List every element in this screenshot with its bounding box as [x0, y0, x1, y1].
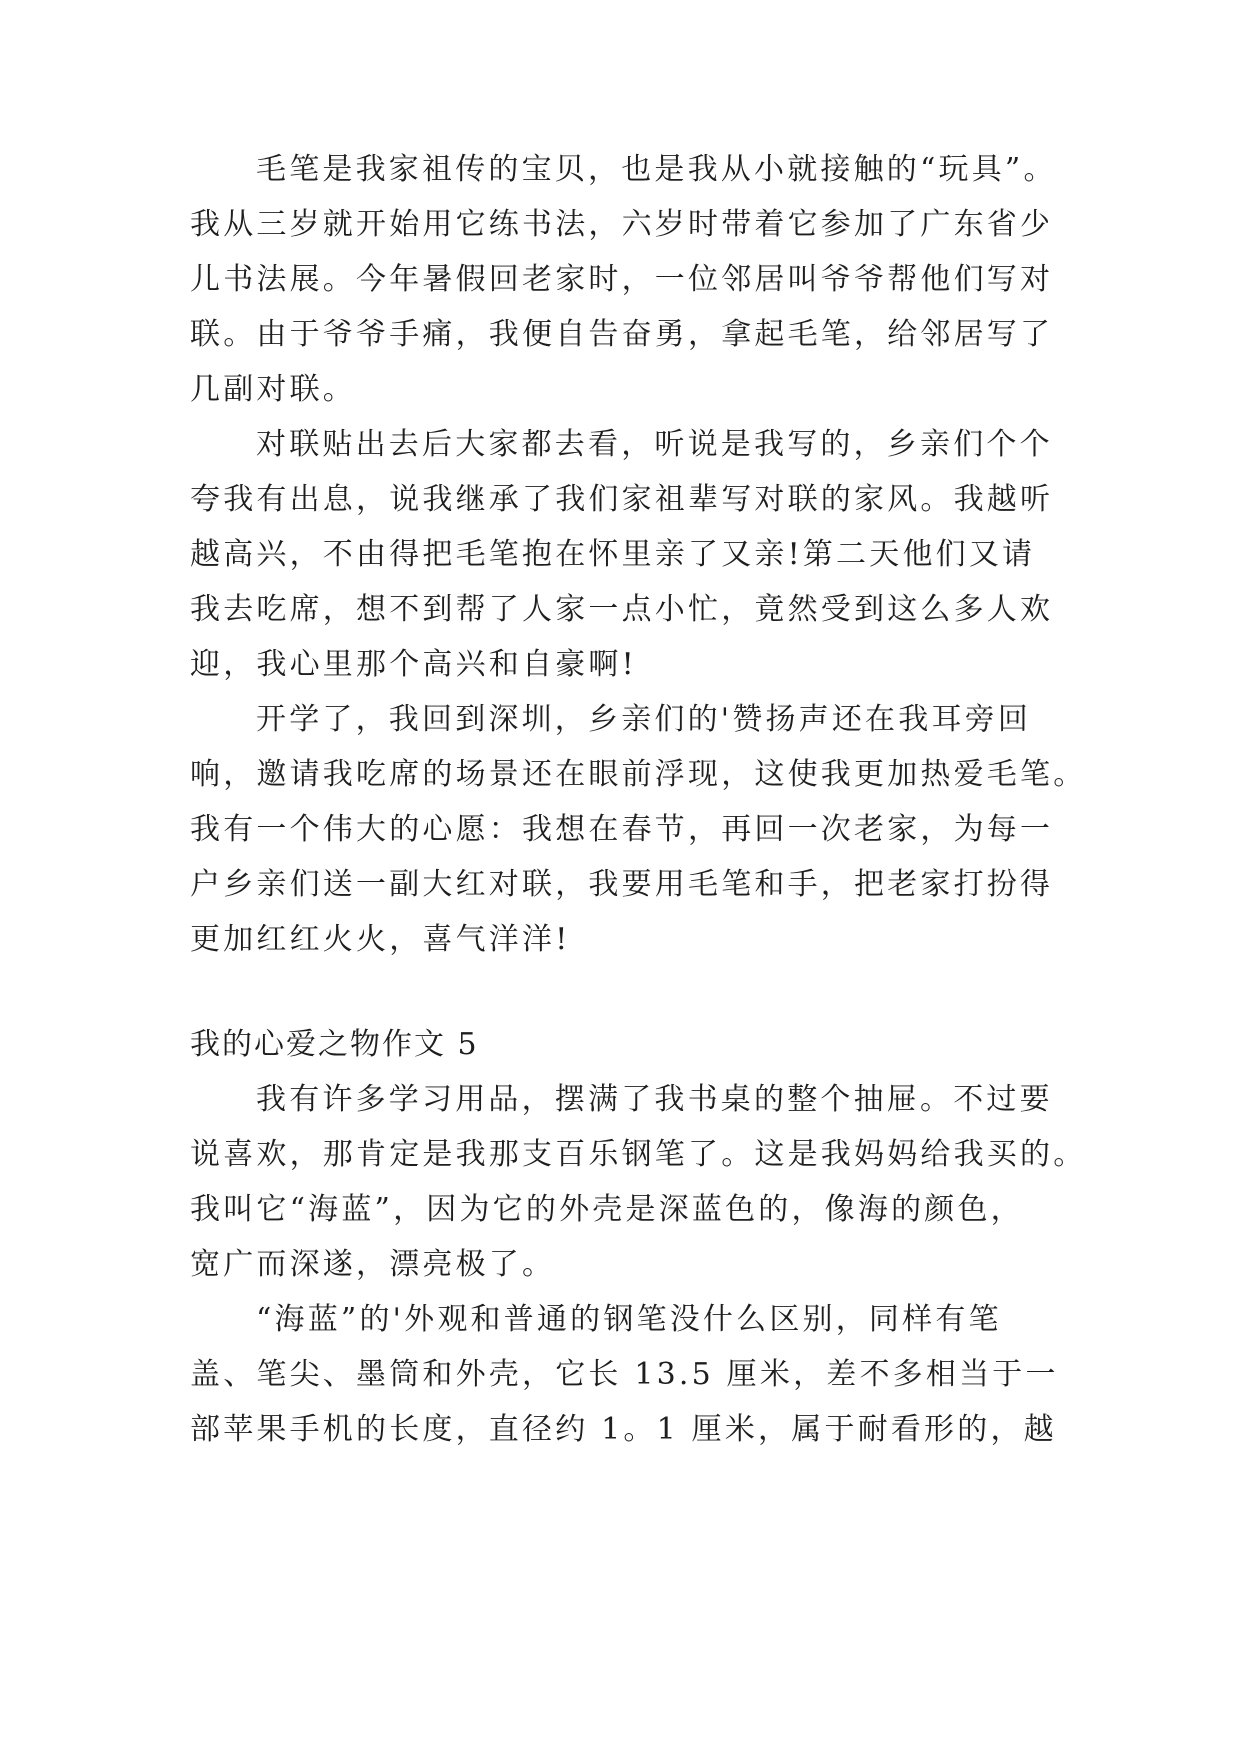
paragraph-line: 我去吃席，想不到帮了人家一点小忙，竟然受到这么多人欢 — [190, 592, 1054, 627]
paragraph-line: 我有一个伟大的心愿：我想在春节，再回一次老家，为每一 — [190, 812, 1054, 847]
paragraph-line: 毛笔是我家祖传的宝贝，也是我从小就接触的“玩具”。 — [256, 152, 1057, 187]
paragraph-line: 更加红红火火，喜气洋洋! — [190, 922, 571, 957]
paragraph-line: 我从三岁就开始用它练书法，六岁时带着它参加了广东省少 — [190, 207, 1054, 242]
paragraph-line: 越高兴，不由得把毛笔抱在怀里亲了又亲!第二天他们又请 — [190, 537, 1036, 572]
paragraph-line: 响，邀请我吃席的场景还在眼前浮现，这使我更加热爱毛笔。 — [190, 757, 1087, 792]
section-heading: 我的心爱之物作文 5 — [190, 1027, 479, 1062]
paragraph-line: 盖、笔尖、墨筒和外壳，它长 13.5 厘米，差不多相当于一 — [190, 1357, 1059, 1392]
paragraph-line: 开学了，我回到深圳，乡亲们的'赞扬声还在我耳旁回 — [256, 702, 1032, 737]
paragraph-line: 迎，我心里那个高兴和自豪啊! — [190, 647, 637, 682]
paragraph-line: 我叫它“海蓝”，因为它的外壳是深蓝色的，像海的颜色， — [190, 1192, 1024, 1227]
paragraph-line: 部苹果手机的长度，直径约 1。1 厘米，属于耐看形的，越 — [190, 1412, 1057, 1447]
paragraph-line: 几副对联。 — [190, 372, 356, 407]
paragraph-line: 对联贴出去后大家都去看，听说是我写的，乡亲们个个 — [256, 427, 1053, 462]
paragraph-line: 户乡亲们送一副大红对联，我要用毛笔和手，把老家打扮得 — [190, 867, 1054, 902]
paragraph-line: 联。由于爷爷手痛，我便自告奋勇，拿起毛笔，给邻居写了 — [190, 317, 1054, 352]
paragraph-line: 我有许多学习用品，摆满了我书桌的整个抽屉。不过要 — [256, 1082, 1053, 1117]
paragraph-line: 宽广而深遂，漂亮极了。 — [190, 1247, 556, 1282]
paragraph-line: “海蓝”的'外观和普通的钢笔没什么区别，同样有笔 — [256, 1302, 1002, 1337]
paragraph-line: 儿书法展。今年暑假回老家时，一位邻居叫爷爷帮他们写对 — [190, 262, 1054, 297]
paragraph-line: 说喜欢，那肯定是我那支百乐钢笔了。这是我妈妈给我买的。 — [190, 1137, 1087, 1172]
paragraph-line: 夸我有出息，说我继承了我们家祖辈写对联的家风。我越听 — [190, 482, 1054, 517]
